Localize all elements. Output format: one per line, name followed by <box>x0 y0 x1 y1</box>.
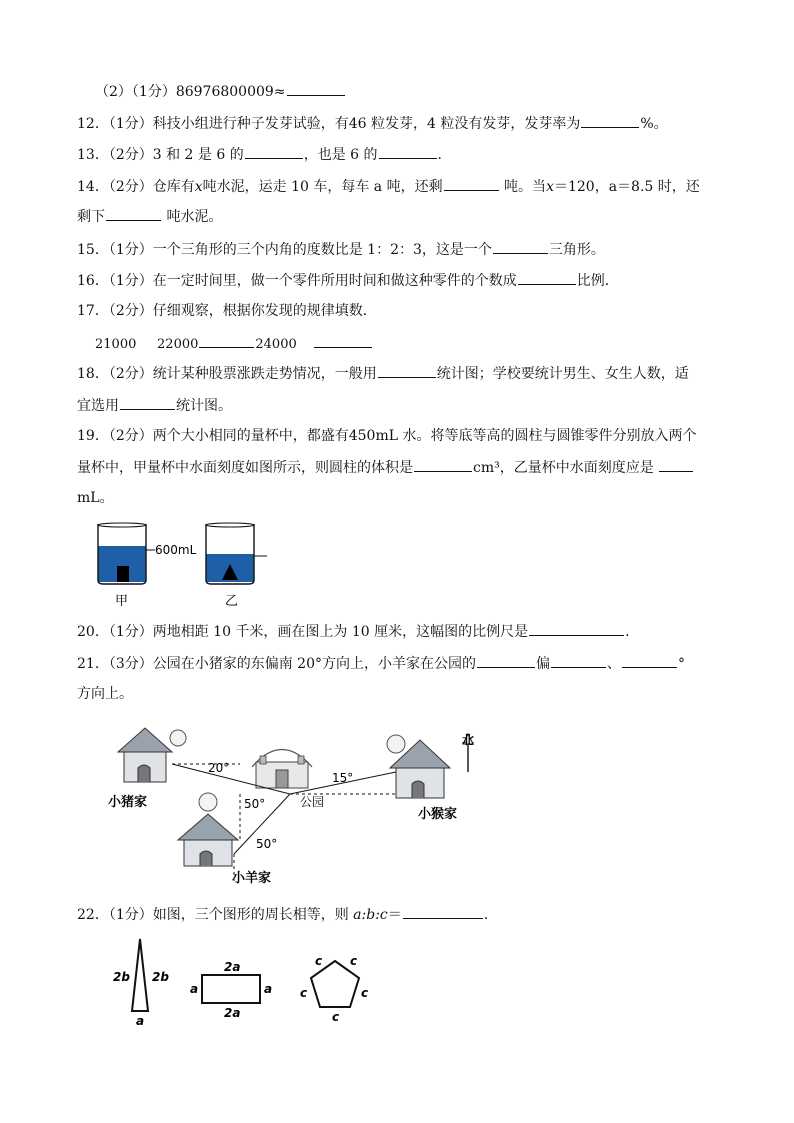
answer-blank[interactable] <box>287 81 345 96</box>
triangle-base-a: a <box>136 1014 145 1025</box>
answer-blank[interactable] <box>245 144 303 159</box>
shapes-figure <box>110 935 390 1025</box>
question-21-line2 <box>77 684 133 704</box>
angle-15: 15° <box>332 771 354 785</box>
q21-text-1: 21．（3分）公园在小猪家的东偏南 20°方向上，小羊家在公园的 <box>77 656 476 672</box>
q21-text-4: ° <box>678 656 685 672</box>
q17-text: 17．（2分）仔细观察，根据你发现的规律填数． <box>77 303 377 319</box>
answer-blank[interactable] <box>529 621 624 636</box>
q14-text-3: 吨。当 <box>499 179 547 195</box>
answer-blank[interactable] <box>403 904 483 919</box>
question-13 <box>77 144 442 165</box>
rect-top-2a: 2a <box>224 960 241 974</box>
answer-blank[interactable] <box>477 653 535 668</box>
angle-20: 20° <box>208 761 230 775</box>
q20-text-1: 20．（1分）两地相距 10 千米，画在图上为 10 厘米，这幅图的比例尺是 <box>77 624 529 640</box>
cup-label-jia: 甲 <box>115 594 129 609</box>
pig-house-icon <box>118 728 186 782</box>
q14-var-x: x <box>194 179 203 195</box>
q16-text-2: 比例． <box>576 273 619 289</box>
q22-text-2: ＝ <box>387 907 402 923</box>
q22-ratio: a:b:c <box>353 907 388 923</box>
rect-right-a: a <box>264 982 273 996</box>
park-gate-icon <box>252 750 312 789</box>
q14-text-6: 吨水泥。 <box>162 209 223 225</box>
pentagon-side-c: c <box>315 954 323 968</box>
q22-text-3: . <box>483 907 489 923</box>
q14-text-2: 吨水泥，运走 10 车，每车 a 吨，还剩 <box>202 179 443 195</box>
answer-blank[interactable] <box>493 239 548 254</box>
q12-text: 12．（1分）科技小组进行种子发芽试验，有46 粒发芽，4 粒没有发芽，发芽率为 <box>77 116 581 132</box>
sheep-house-icon <box>178 793 238 866</box>
q13-text-2: ，也是 6 的 <box>303 147 378 163</box>
question-14-line2 <box>77 206 222 227</box>
answer-blank[interactable] <box>378 363 436 378</box>
angle-50-sheep: 50° <box>256 837 278 851</box>
cup-label-yi: 乙 <box>225 594 239 609</box>
measuring-cups-figure <box>95 522 285 612</box>
question-20 <box>77 621 630 642</box>
question-19-line3 <box>77 488 114 508</box>
q19-text-1: 19．（2分）两个大小相同的量杯中，都盛有450mL 水。将等底等高的圆柱与圆锥零件分别放入两个 <box>77 428 697 444</box>
label-park: 公园 <box>300 795 325 809</box>
pentagon-side-c: c <box>361 986 369 1000</box>
question-22 <box>77 904 488 925</box>
question-16 <box>77 270 619 291</box>
mark-600ml: 600mL <box>155 543 197 557</box>
rect-bottom-2a: 2a <box>224 1006 241 1020</box>
q17-number-3: 24000 <box>255 337 297 352</box>
label-monkey-house: 小猴家 <box>418 807 458 822</box>
question-12 <box>77 113 668 134</box>
q13-text-3: . <box>437 147 442 163</box>
q18-text-1: 18．（2分）统计某种股票涨跌走势情况，一般用 <box>77 366 377 382</box>
q13-text-1: 13．（2分）3 和 2 是 6 的 <box>77 147 244 163</box>
answer-blank[interactable] <box>581 113 639 128</box>
q14-text-5: 剩下 <box>77 209 105 225</box>
triangle-side-2b-right: 2b <box>152 970 169 984</box>
direction-map-figure <box>100 722 500 890</box>
question-19-line1 <box>77 426 696 446</box>
triangle-shape <box>132 939 148 1011</box>
q21-text-3: 、 <box>607 656 621 672</box>
question-19-line2 <box>77 457 694 478</box>
pentagon-side-c: c <box>350 954 358 968</box>
answer-blank[interactable] <box>379 144 437 159</box>
q17-number-2: 22000 <box>157 337 199 352</box>
q14-var-x: x <box>546 179 554 195</box>
answer-blank[interactable] <box>314 333 372 348</box>
q18-text-4: 统计图。 <box>176 398 232 414</box>
q19-text-2: 量杯中，甲量杯中水面刻度如图所示，则圆柱的体积是 <box>77 460 413 476</box>
label-pig-house: 小猪家 <box>108 795 148 810</box>
q20-text-2: . <box>625 624 630 640</box>
answer-blank[interactable] <box>518 270 576 285</box>
q21-text-5: 方向上。 <box>77 686 133 702</box>
q19-text-4: mL。 <box>77 490 114 506</box>
q15-text-2: 三角形。 <box>548 242 605 258</box>
q22-text-1: 22．（1分）如图，三个图形的周长相等，则 <box>77 907 354 923</box>
answer-blank[interactable] <box>551 653 606 668</box>
triangle-side-2b-left: 2b <box>113 970 130 984</box>
q16-text-1: 16．（1分）在一定时间里，做一个零件所用时间和做这种零件的个数成 <box>77 273 517 289</box>
q21-text-2: 偏 <box>536 656 550 672</box>
q15-text-1: 15．（1分）一个三角形的三个内角的度数比是 1：2：3，这是一个 <box>77 242 492 258</box>
q11-prefix: （2）（1分）86976800009≈ <box>95 84 286 100</box>
q17-number-1: 21000 <box>95 337 137 352</box>
rectangle-shape <box>202 975 260 1003</box>
label-sheep-house: 小羊家 <box>232 871 272 886</box>
rect-left-a: a <box>190 982 199 996</box>
answer-blank[interactable] <box>622 653 677 668</box>
answer-blank[interactable] <box>199 333 254 348</box>
q18-text-3: 宜选用 <box>77 398 119 414</box>
monkey-house-icon <box>387 735 450 798</box>
q19-text-3: cm³，乙量杯中水面刻度应是 <box>473 460 654 476</box>
answer-blank[interactable] <box>414 457 472 472</box>
question-14-line1 <box>77 176 700 197</box>
question-18-line1 <box>77 363 689 384</box>
answer-blank[interactable] <box>106 206 161 221</box>
question-21-line1 <box>77 653 685 674</box>
angle-50-park: 50° <box>244 797 266 811</box>
q14-text-4: ＝120，a＝8.5 时，还 <box>553 179 700 195</box>
answer-blank[interactable] <box>120 395 175 410</box>
pentagon-side-c: c <box>300 986 308 1000</box>
answer-blank[interactable] <box>659 457 693 472</box>
q18-text-2: 统计图；学校要统计男生、女生人数，适 <box>436 366 689 382</box>
label-north: 北 <box>462 733 475 747</box>
question-17 <box>77 301 377 321</box>
q14-text-1: 14．（2分）仓库有 <box>77 179 195 195</box>
answer-blank[interactable] <box>444 176 499 191</box>
q12-suffix: %。 <box>640 116 668 132</box>
cup-yi <box>206 523 267 584</box>
question-11-part2 <box>95 81 346 102</box>
q17-sequence <box>95 333 373 355</box>
cup-jia <box>98 523 155 584</box>
question-15 <box>77 239 605 260</box>
question-18-line2 <box>77 395 232 416</box>
pentagon-side-c: c <box>332 1010 340 1024</box>
